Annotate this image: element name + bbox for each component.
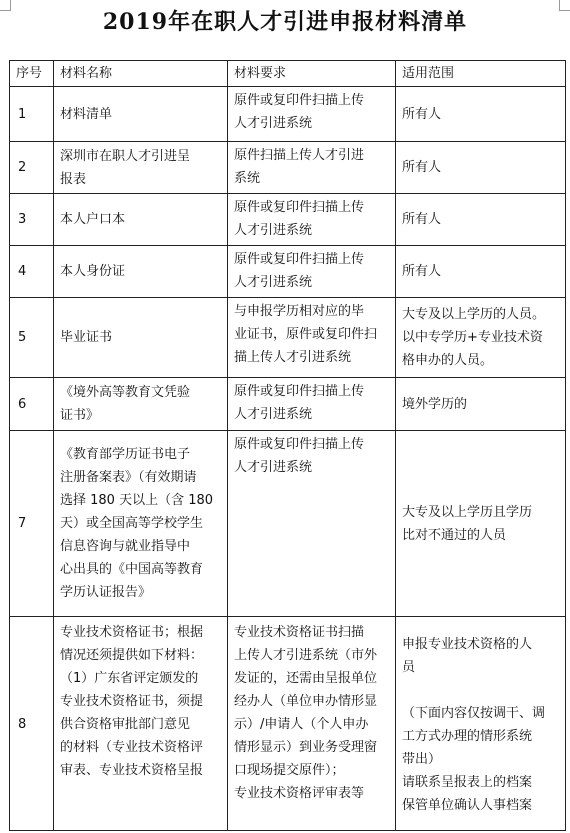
cell-text-line: 发证的，还需由呈报单位 [234, 671, 378, 686]
cell-text-line: 深圳市在职人才引进呈 [60, 148, 191, 164]
cell-text-line: 证书》 [60, 408, 100, 423]
cell-text-line: 人才引进系统 [234, 275, 313, 290]
cell-text-line: 与申报学历相对应的毕 [234, 304, 365, 319]
cell-text-line: 格申办的人员。 [402, 353, 494, 368]
cell-requirement [228, 142, 396, 194]
cell-text-line: 经办人（单位申办情形显 [234, 694, 378, 709]
table-header-row [10, 61, 566, 87]
cell-requirement [228, 298, 396, 378]
cell-requirement [228, 194, 396, 246]
cell-text-line [402, 679, 559, 702]
cell-scope [396, 617, 566, 831]
cell-scope [396, 194, 566, 246]
header-scope: 适用范围 [396, 61, 566, 87]
cell-text-line: 系统 [234, 171, 261, 186]
cell-text-line: 《教育部学历证书电子 [60, 447, 191, 462]
cell-text-line: 专业技术资格证书；根据 [60, 625, 204, 640]
document-title: 2019年在职人才引进申报材料清单 [102, 9, 468, 35]
cell-scope [396, 246, 566, 298]
cell-material-name [54, 431, 228, 617]
cell-text-line: 心出具的《中国高等教育 [60, 562, 204, 577]
cell-text-line: 上传人才引进系统（市外 [234, 648, 378, 663]
cell-text-line: 比对不通过的人员 [402, 527, 507, 543]
header-no: 序号 [10, 61, 54, 87]
cell-text-line: 天）或全国高等学校学生 [60, 516, 204, 531]
cell-text-line: 员 [402, 659, 416, 675]
cell-text-line: 毕业证书 [60, 330, 113, 345]
cell-text-line: 情况还须提供如下材料： [60, 648, 204, 663]
cell-text-line: 人才引进系统 [234, 407, 313, 422]
materials-table [9, 60, 566, 831]
cell-material-name [54, 142, 228, 194]
header-requirement: 材料要求 [228, 61, 396, 87]
cell-requirement [228, 378, 396, 431]
cell-text-line: 原件或复印件扫描上传 [234, 200, 365, 215]
cell-requirement [228, 617, 396, 831]
cell-scope [396, 298, 566, 378]
cell-text-line: 原件或复印件扫描上传 [234, 384, 365, 399]
cell-text-line: 的材料（专业技术资格评 [60, 740, 204, 755]
cell-text-line: 人才引进系统 [234, 460, 313, 475]
cell-text-line: 人才引进系统 [234, 116, 313, 131]
table-row [10, 431, 566, 617]
cell-material-name [54, 378, 228, 431]
cell-text-line: 原件或复印件扫描上传 [234, 252, 365, 267]
cell-text-line: 境外学历的 [402, 396, 468, 412]
cell-text-line: 报表 [60, 171, 87, 187]
cell-text-line: 口现场提交原件）； [234, 763, 345, 778]
cell-text-line: 申报专业技术资格的人 [402, 636, 533, 652]
cell-text-line: 工方式办理的情形系统 [402, 728, 533, 744]
cell-text-line: 专业技术资格证书扫描 [234, 625, 365, 640]
cell-text-line: 大专及以上学历且学历 [402, 504, 533, 520]
cell-no: 5 [10, 298, 54, 378]
cell-text-line: 所有人 [402, 212, 442, 227]
cell-text-line: 大专及以上学历的人员。 [402, 307, 546, 322]
cell-text-line: 信息咨询与就业指导中 [60, 539, 191, 554]
cell-text-line: 人才引进系统 [234, 223, 313, 238]
cell-text-line: 所有人 [402, 106, 442, 122]
cell-text-line: 原件或复印件扫描上传 [234, 93, 365, 108]
cell-no: 3 [10, 194, 54, 246]
cell-material-name [54, 87, 228, 142]
cell-no: 8 [10, 617, 54, 831]
table-row [10, 142, 566, 194]
cell-text-line: 《境外高等教育文凭验 [60, 385, 191, 400]
cell-scope [396, 378, 566, 431]
cell-text-line: 原件扫描上传人才引进 [234, 148, 365, 163]
cell-scope [396, 431, 566, 617]
cell-material-name [54, 298, 228, 378]
cell-text-line: 材料清单 [60, 106, 113, 122]
cell-no: 4 [10, 246, 54, 298]
cell-text-line: （下面内容仅按调干、调 [402, 705, 546, 721]
cell-requirement [228, 431, 396, 617]
cell-text-line: 学历认证报告》 [60, 585, 152, 600]
cell-text-line: 描上传人才引进系统 [234, 350, 352, 365]
table-row [10, 194, 566, 246]
cell-text-line: 原件或复印件扫描上传 [234, 437, 365, 452]
cell-text-line: 专业技术资格评审表等 [234, 786, 365, 801]
cell-no: 7 [10, 431, 54, 617]
table-row [10, 87, 566, 142]
cell-scope [396, 87, 566, 142]
cell-text-line: 审表、专业技术资格呈报 [60, 763, 204, 778]
cell-text-line: 选择 180 天以上（含 180 [60, 493, 214, 508]
cell-requirement [228, 246, 396, 298]
cell-text-line: 情形显示）到业务受理窗 [234, 740, 378, 755]
cell-text-line: （1）广东省评定颁发的 [60, 671, 199, 686]
cell-text-line: 以中专学历+专业技术资 [402, 330, 543, 345]
header-name: 材料名称 [54, 61, 228, 87]
table-row [10, 298, 566, 378]
cell-material-name [54, 617, 228, 831]
cell-text-line: 本人户口本 [60, 212, 126, 227]
cell-no: 6 [10, 378, 54, 431]
table-row [10, 617, 566, 831]
cell-no: 2 [10, 142, 54, 194]
cell-text-line: 保管单位确认人事档案 [402, 797, 533, 813]
cell-requirement [228, 87, 396, 142]
table-row [10, 378, 566, 431]
cell-text-line: 所有人 [402, 160, 442, 175]
cell-scope [396, 142, 566, 194]
cell-material-name [54, 194, 228, 246]
cell-text-line: 本人身份证 [60, 264, 126, 279]
cell-text-line: 所有人 [402, 264, 442, 279]
cell-text-line: 业证书，原件或复印件扫 [234, 327, 378, 342]
cell-no: 1 [10, 87, 54, 142]
cell-text-line: 请联系呈报表上的档案 [402, 774, 533, 790]
cell-text-line: 供合资格审批部门意见 [60, 717, 191, 732]
cell-text-line: 专业技术资格证书，须提 [60, 694, 204, 709]
cell-text-line: 注册备案表》（有效期请 [60, 470, 197, 485]
cell-text-line: 带出） [402, 751, 442, 767]
cell-text-line: 示）/申请人（个人申办 [234, 717, 369, 732]
cell-material-name [54, 246, 228, 298]
table-row [10, 246, 566, 298]
